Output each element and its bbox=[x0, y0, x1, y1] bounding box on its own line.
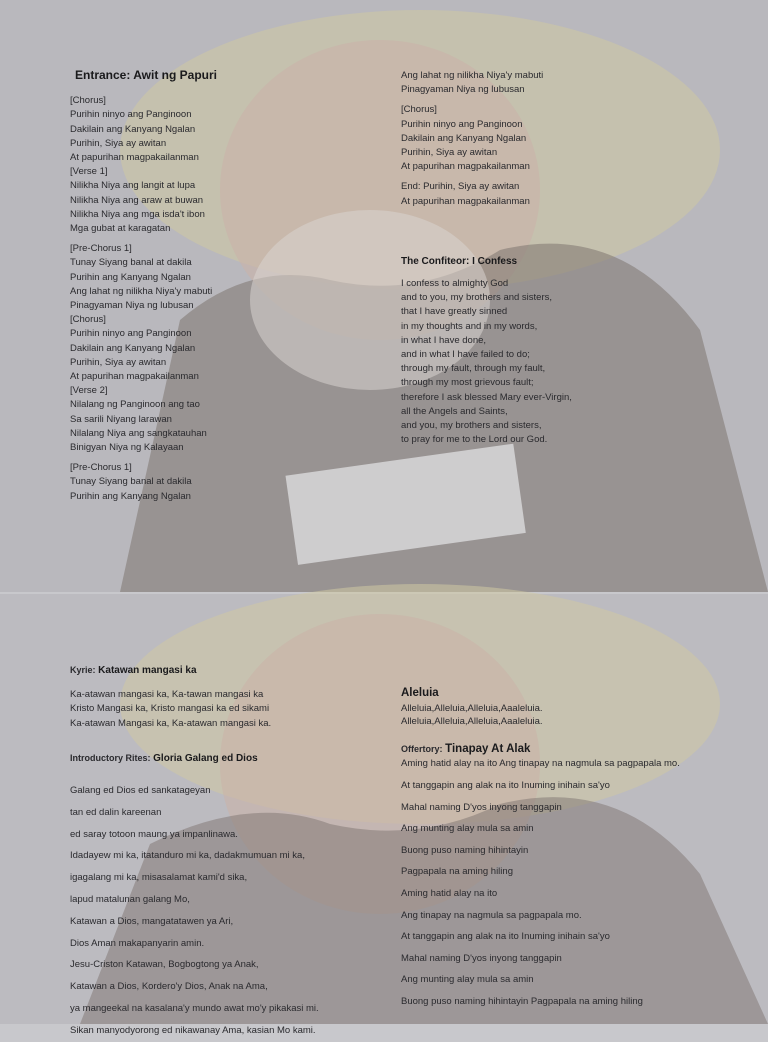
lyric-line: Purihin, Siya ay awitan bbox=[401, 147, 498, 159]
lyric-line: At papurihan magpakailanman bbox=[401, 161, 530, 173]
lyric-line: At tanggapin ang alak na ito Inuming inihain sa'yo bbox=[401, 780, 610, 791]
prayer-line: Jesu-Criston Katawan, Bogbogtong ya Anak, bbox=[70, 959, 259, 971]
entrance-block-2 bbox=[70, 242, 217, 455]
prayer-line: and you, my brothers and sisters, bbox=[401, 420, 542, 432]
lyric-line: Aming hatid alay na ito bbox=[401, 887, 498, 899]
right-column-page-2 bbox=[401, 686, 680, 1013]
lyric-line: At papurihan magpakailanman bbox=[70, 371, 199, 383]
prayer-line: Alleluia,Alleluia,Alleluia,Aaaleluia. bbox=[401, 716, 543, 728]
lyric-line: Ang tinapay na nagmula sa pagpapala mo. bbox=[401, 909, 582, 921]
lyric-line: Nilikha Niya ang mga isda't ibon bbox=[70, 208, 205, 220]
lyric-line: At papurihan magpakailanman bbox=[401, 195, 530, 207]
prayer-line: Kristo Mangasi ka, Kristo mangasi ka ed sikami bbox=[70, 703, 270, 715]
prayer-line: ya mangeekal na kasalana'y mundo awat mo'y pikakasi mi. bbox=[70, 1002, 319, 1014]
confiteor-text bbox=[401, 277, 572, 447]
lyric-line: Nilikha Niya ang araw at buwan bbox=[70, 194, 204, 206]
kyrie-title: Katawan mangasi ka bbox=[98, 665, 197, 676]
entrance-continued-block bbox=[401, 69, 572, 97]
prayer-line: therefore I ask blessed Mary ever-Virgin, bbox=[401, 391, 572, 403]
kyrie-text bbox=[70, 688, 319, 731]
lyric-line: Dakilain ang Kanyang Ngalan bbox=[70, 342, 196, 354]
right-column-page-1 bbox=[401, 69, 572, 447]
aleluia-title: Aleluia bbox=[401, 687, 439, 699]
kyrie-label: Kyrie: bbox=[70, 665, 96, 675]
lyric-line: Pinagyaman Niya ng lubusan bbox=[70, 300, 194, 312]
lyric-line: Binigyan Niya ng Kalayaan bbox=[70, 442, 184, 454]
lyric-line: Ang lahat ng nilikha Niya'y mabuti bbox=[70, 285, 213, 297]
prayer-line: and to you, my brothers and sisters, bbox=[401, 292, 553, 304]
offertory-title: Tinapay At Alak bbox=[445, 743, 531, 756]
prayer-line: Alleluia,Alleluia,Alleluia,Aaaleluia. bbox=[401, 703, 543, 715]
entrance-block-3 bbox=[70, 461, 217, 504]
prayer-line: through my fault, through my fault, bbox=[401, 363, 546, 375]
lyric-line: Sa sarili Niyang larawan bbox=[70, 413, 172, 425]
prayer-line: Galang ed Dios ed sankatageyan bbox=[70, 785, 211, 797]
lyric-line: Mahal naming D'yos inyong tanggapin bbox=[401, 952, 562, 964]
entrance-title: Entrance: Awit ng Papuri bbox=[75, 68, 218, 82]
entrance-song-column bbox=[70, 68, 217, 504]
lyric-line: Aming hatid alay na ito Ang tinapay na nagmula sa pagpapala mo. bbox=[401, 758, 680, 770]
prayer-line: that I have greatly sinned bbox=[401, 306, 508, 318]
prayer-line: all the Angels and Saints, bbox=[401, 405, 508, 417]
prayer-line: Katawan a Dios, mangatatawen ya Ari, bbox=[70, 915, 234, 927]
kyrie-heading bbox=[70, 663, 319, 678]
lyric-line: [Chorus] bbox=[70, 314, 106, 326]
prayer-line: Sikan manyodyorong ed nikawanay Ama, kasian Mo kami. bbox=[70, 1024, 316, 1036]
prayer-line: tan ed dalin kareenan bbox=[70, 806, 162, 818]
lyric-line: Dakilain ang Kanyang Ngalan bbox=[70, 123, 196, 135]
end-block bbox=[401, 180, 572, 208]
prayer-line: Katawan a Dios, Kordero'y Dios, Anak na Ama, bbox=[70, 981, 268, 993]
lyric-line: Buong puso naming hihintayin bbox=[401, 844, 529, 856]
lyric-line: Purihin ninyo ang Panginoon bbox=[70, 109, 192, 121]
confiteor-title: The Confiteor: I Confess bbox=[401, 255, 518, 267]
lyric-line: Ang munting alay mula sa amin bbox=[401, 974, 534, 986]
lyric-line: Pinagyaman Niya ng lubusan bbox=[401, 84, 525, 96]
lyric-line: Purihin ninyo ang Panginoon bbox=[70, 328, 192, 340]
lyric-line: [Pre-Chorus 1] bbox=[70, 462, 132, 474]
gloria-text bbox=[70, 780, 319, 1042]
lyric-line: Tunay Siyang banal at dakila bbox=[70, 476, 192, 488]
prayer-line: through my most grievous fault; bbox=[401, 377, 534, 389]
prayer-line: in what I have done, bbox=[401, 334, 487, 346]
lyric-line: [Verse 1] bbox=[70, 166, 108, 178]
prayer-line: ed saray totoon maung ya impanlinawa. bbox=[70, 828, 238, 840]
prayer-line: igagalang mi ka, misasalamat kami'd sika, bbox=[70, 872, 248, 884]
songbook-page-2 bbox=[0, 594, 768, 1036]
lyric-line: Tunay Siyang banal at dakila bbox=[70, 257, 192, 269]
prayer-line: I confess to almighty God bbox=[401, 278, 509, 290]
prayer-line: and in what I have failed to do; bbox=[401, 349, 530, 361]
prayer-line: Ka-atawan mangasi ka, Ka-tawan mangasi ka bbox=[70, 689, 264, 701]
lyric-line: Dakilain ang Kanyang Ngalan bbox=[401, 132, 527, 144]
lyric-line: [Chorus] bbox=[401, 104, 437, 116]
lyric-line: [Verse 2] bbox=[70, 385, 108, 397]
lyric-line: At tanggapin ang alak na ito Inuming inihain sa'yo bbox=[401, 931, 610, 943]
prayer-line: Dios Aman makapanyarin amin. bbox=[70, 937, 205, 949]
lyric-line: Nilalang ng Panginoon ang tao bbox=[70, 399, 200, 411]
lyric-line: Ang lahat ng nilikha Niya'y mabuti bbox=[401, 70, 544, 81]
prayer-line: to pray for me to the Lord our God. bbox=[401, 434, 548, 446]
chorus-block bbox=[401, 103, 572, 174]
lyric-line: Mahal naming D'yos inyong tanggapin bbox=[401, 801, 562, 813]
prayer-line: Ka-atawan Mangasi ka, Ka-atawan mangasi ka. bbox=[70, 717, 272, 729]
prayer-line: Idadayew mi ka, itatanduro mi ka, dadakmumuan mi ka, bbox=[70, 850, 305, 862]
lyric-line: Ang munting alay mula sa amin bbox=[401, 823, 534, 835]
lyric-line: [Chorus] bbox=[70, 95, 106, 107]
lyric-line: Nilikha Niya ang langit at lupa bbox=[70, 180, 196, 192]
lyric-line: Buong puso naming hihintayin Pagpapala na aming hiling bbox=[401, 995, 643, 1007]
gloria-heading bbox=[70, 751, 319, 766]
offertory-label: Offertory: bbox=[401, 744, 443, 755]
lyric-line: Nilalang Niya ang sangkatauhan bbox=[70, 427, 207, 439]
lyric-line: Purihin ninyo ang Panginoon bbox=[401, 118, 523, 130]
prayer-line: lapud matalunan galang Mo, bbox=[70, 894, 190, 905]
lyric-line: Purihin, Siya ay awitan bbox=[70, 356, 167, 368]
entrance-block-1 bbox=[70, 94, 217, 236]
introductory-rites-label: Introductory Rites: bbox=[70, 752, 151, 763]
left-column-page-2 bbox=[70, 663, 319, 1042]
aleluia-text bbox=[401, 702, 680, 728]
prayer-line: in my thoughts and in my words, bbox=[401, 320, 538, 332]
lyric-line: Pagpapala na aming hiling bbox=[401, 866, 513, 878]
lyric-line: Purihin ang Kanyang Ngalan bbox=[70, 271, 191, 283]
lyric-line: [Pre-Chorus 1] bbox=[70, 243, 132, 255]
offertory-text bbox=[401, 753, 680, 1012]
gloria-title: Gloria Galang ed Dios bbox=[153, 752, 258, 764]
lyric-line: Purihin, Siya ay awitan bbox=[70, 137, 167, 149]
lyric-line: At papurihan magpakailanman bbox=[70, 152, 199, 164]
lyric-line: Purihin ang Kanyang Ngalan bbox=[70, 490, 191, 502]
lyric-line: Mga gubat at karagatan bbox=[70, 223, 171, 235]
lyric-line: End: Purihin, Siya ay awitan bbox=[401, 181, 520, 193]
